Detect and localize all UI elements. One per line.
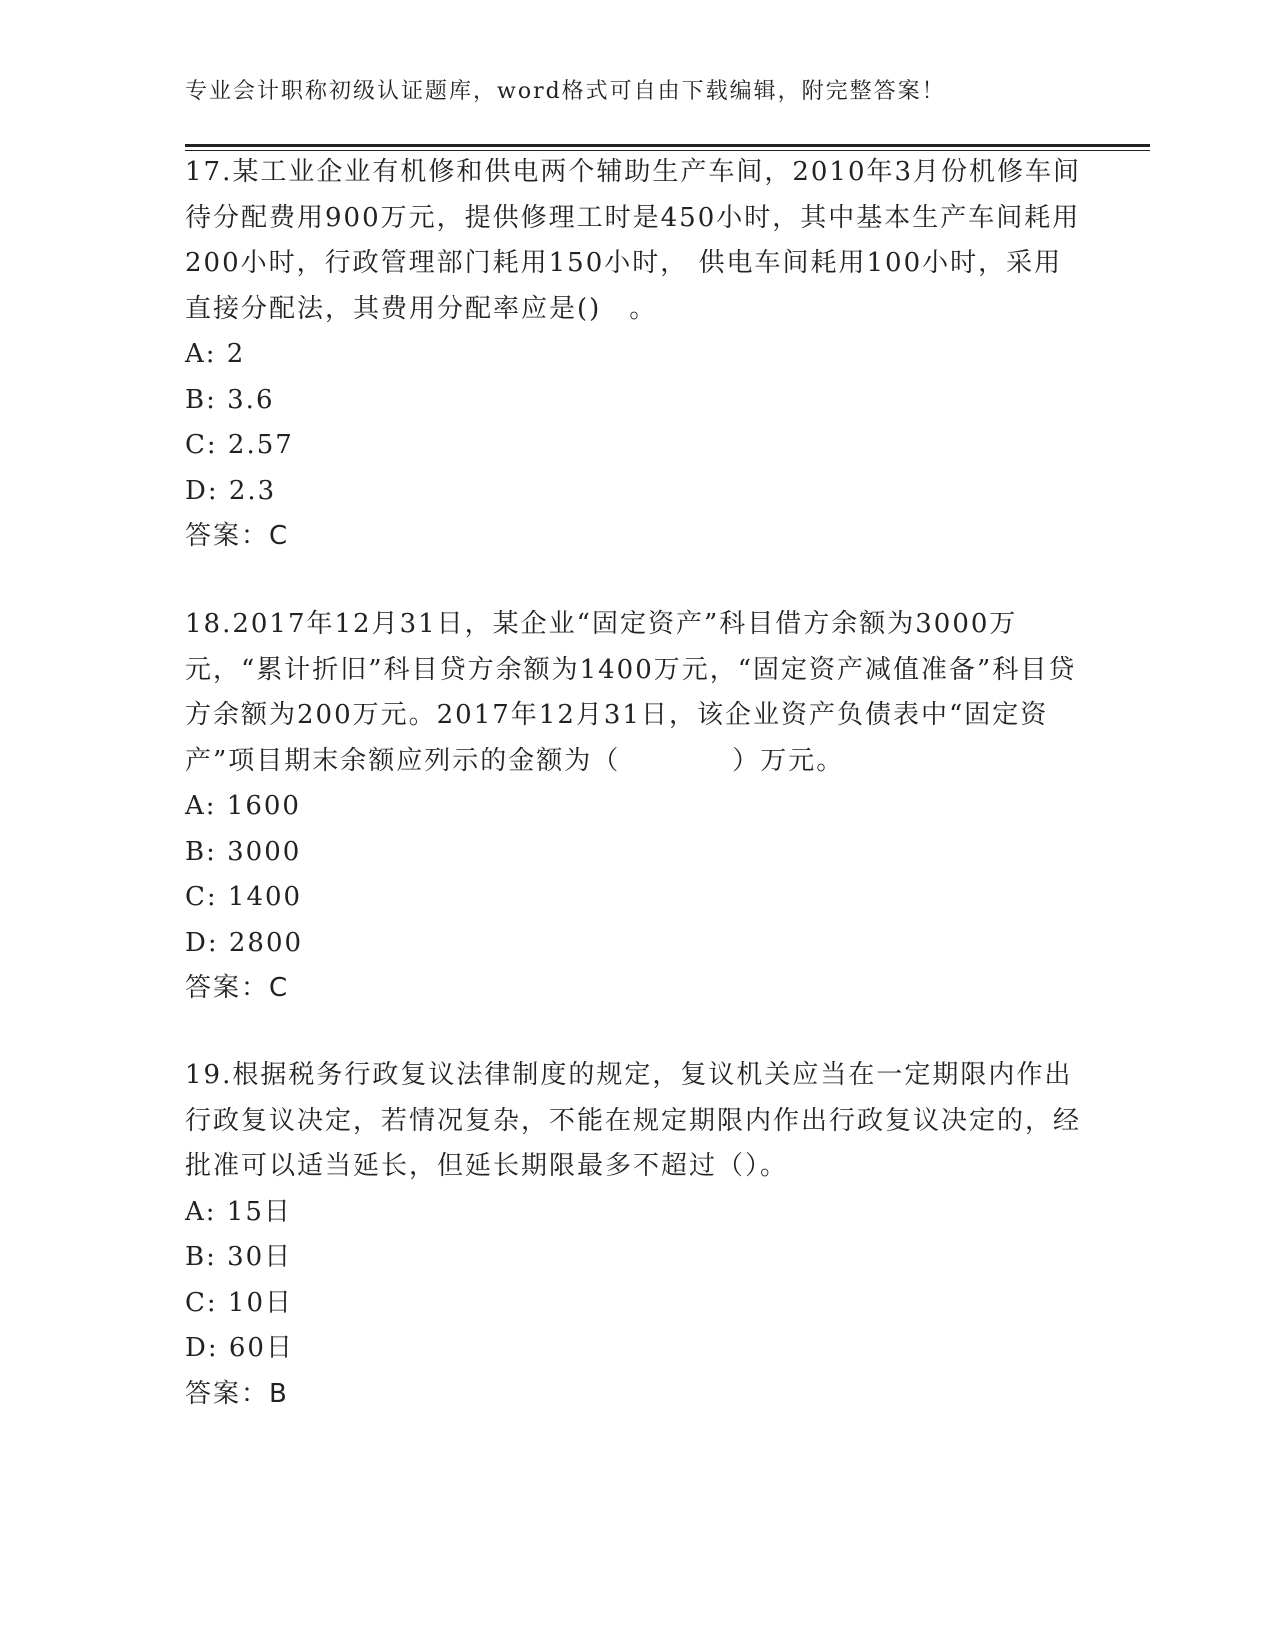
option-b: B: 30日 [185,1242,293,1272]
header-rule-thick [185,144,1150,147]
option-b: B: 3.6 [185,384,275,415]
question-stem: 19.根据税务行政复议法律制度的规定，复议机关应当在一定期限内作出行政复议决定，若情况复杂，不能在规定期限内作出行政复议决定的，经批准可以适当延长，但延长期限最多不超过（）。 [185,1060,1082,1181]
option-a: A: 1600 [185,791,301,821]
option-d: D: 2800 [185,927,304,958]
option-b: B: 3000 [185,836,302,867]
answer-line: 答案：C [185,973,290,1003]
option-c: C: 2.57 [185,430,294,460]
option-c: C: 10日 [185,1287,294,1318]
question-18 [185,602,1085,1012]
answer-line: 答案：B [185,1378,289,1409]
option-d: D: 2.3 [185,475,277,506]
option-c: C: 1400 [185,882,303,912]
question-stem: 17.某工业企业有机修和供电两个辅助生产车间，2010年3月份机修车间待分配费用900万元，提供修理工时是450小时，其中基本生产车间耗用200小时，行政管理部门耗用150小时， 供电车间耗用100小时，采用直接分配法，其费用分配率应是() 。 [185,157,1082,324]
option-a: A: 2 [185,339,246,369]
question-19 [185,1053,1085,1417]
question-17 [185,150,1085,560]
answer-line: 答案：C [185,521,290,551]
option-d: D: 60日 [185,1333,294,1363]
option-a: A: 15日 [185,1196,292,1227]
page-header: 专业会计职称初级认证题库，word格式可自由下载编辑，附完整答案！ [185,79,946,104]
question-stem: 18.2017年12月31日，某企业“固定资产”科目借方余额为3000万元，“累计折旧”科目贷方余额为1400万元，“固定资产减值准备”科目贷方余额为200万元。2017年12月31日，该企业资产负债表中“固定资产”项目期末余额应列示的金额为（ ）万元。 [185,609,1077,776]
